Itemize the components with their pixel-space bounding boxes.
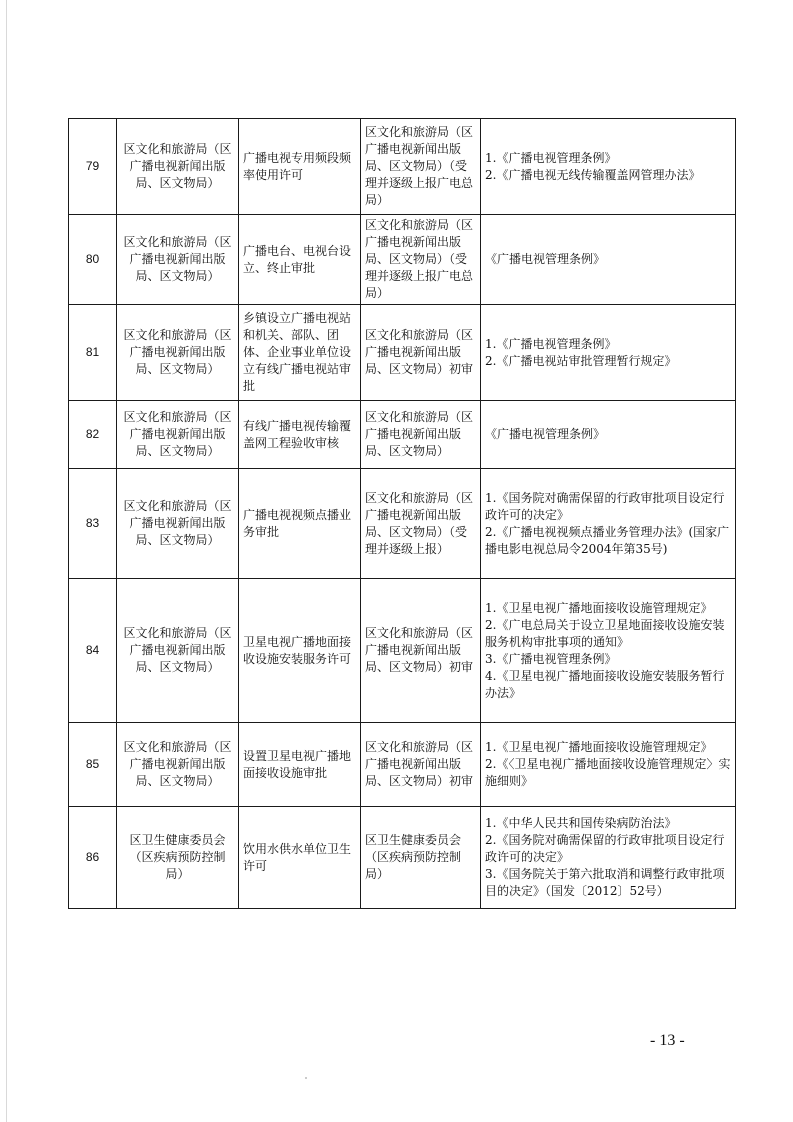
legal-basis-item: 2.《广电总局关于设立卫星地面接收设施安装服务机构审批事项的通知》 — [485, 617, 725, 649]
legal-basis-cell — [481, 807, 736, 909]
scan-edge-line — [6, 0, 7, 1122]
approval-items-table — [68, 118, 736, 909]
implementing-agency-cell: 区文化和旅游局（区广播电视新闻出版局、区文物局）初审 — [361, 723, 481, 807]
approval-item-cell: 广播电台、电视台设立、终止审批 — [239, 215, 361, 305]
implementing-agency-cell: 区文化和旅游局（区广播电视新闻出版局、区文物局） — [361, 401, 481, 469]
row-number: 80 — [69, 215, 117, 305]
department-cell: 区文化和旅游局（区广播电视新闻出版局、区文物局） — [117, 215, 239, 305]
approval-item-cell: 有线广播电视传输覆盖网工程验收审核 — [239, 401, 361, 469]
row-number: 81 — [69, 305, 117, 401]
row-number: 82 — [69, 401, 117, 469]
department-cell: 区文化和旅游局（区广播电视新闻出版局、区文物局） — [117, 469, 239, 579]
legal-basis-item: 2.《国务院对确需保留的行政审批项目设定行政许可的决定》 — [485, 833, 725, 864]
legal-basis-item: 4.《卫星电视广播地面接收设施安装服务暂行办法》 — [485, 668, 725, 700]
legal-basis-item: 1.《中华人民共和国传染病防治法》 — [485, 816, 677, 830]
row-number: 84 — [69, 579, 117, 723]
table-row — [69, 401, 736, 469]
legal-basis-cell — [481, 305, 736, 401]
legal-basis-item: 1.《卫星电视广播地面接收设施管理规定》 — [485, 600, 713, 615]
approval-item-cell: 乡镇设立广播电视站和机关、部队、团体、企业事业单位设立有线广播电视站审批 — [239, 305, 361, 401]
department-cell: 区文化和旅游局（区广播电视新闻出版局、区文物局） — [117, 401, 239, 469]
table-row — [69, 723, 736, 807]
page-number: - 13 - — [650, 1032, 685, 1049]
legal-basis-item: 2.《〈卫星电视广播地面接收设施管理规定〉实施细则》 — [485, 757, 731, 788]
implementing-agency-cell: 区文化和旅游局（区广播电视新闻出版局、区文物局）（受理并逐级上报广电总局） — [361, 215, 481, 305]
implementing-agency-cell: 区文化和旅游局（区广播电视新闻出版局、区文物局）（受理并逐级上报广电总局） — [361, 119, 481, 215]
row-number: 85 — [69, 723, 117, 807]
row-number: 83 — [69, 469, 117, 579]
approval-item-cell: 卫星电视广播地面接收设施安装服务许可 — [239, 579, 361, 723]
legal-basis-item: 2.《广播电视无线传输覆盖网管理办法》 — [485, 167, 701, 182]
legal-basis-cell — [481, 215, 736, 305]
legal-basis-item: 《广播电视管理条例》 — [485, 252, 606, 266]
implementing-agency-cell: 区文化和旅游局（区广播电视新闻出版局、区文物局）初审 — [361, 579, 481, 723]
table-row — [69, 807, 736, 909]
legal-basis-item: 1.《广播电视管理条例》 — [485, 336, 617, 351]
department-cell: 区文化和旅游局（区广播电视新闻出版局、区文物局） — [117, 723, 239, 807]
legal-basis-item: 1.《国务院对确需保留的行政审批项目设定行政许可的决定》 — [485, 490, 725, 522]
legal-basis-item: 1.《卫星电视广播地面接收设施管理规定》 — [485, 740, 713, 754]
legal-basis-item: 2.《广播电视视频点播业务管理办法》(国家广播电影电视总局令2004年第35号) — [485, 524, 730, 556]
implementing-agency-cell: 区文化和旅游局（区广播电视新闻出版局、区文物局）初审 — [361, 305, 481, 401]
legal-basis-item: 1.《广播电视管理条例》 — [485, 150, 617, 165]
table-row — [69, 215, 736, 305]
row-number: 86 — [69, 807, 117, 909]
row-number: 79 — [69, 119, 117, 215]
department-cell: 区文化和旅游局（区广播电视新闻出版局、区文物局） — [117, 305, 239, 401]
legal-basis-cell — [481, 401, 736, 469]
approval-item-cell: 广播电视视频点播业务审批 — [239, 469, 361, 579]
department-cell: 区卫生健康委员会（区疾病预防控制局） — [117, 807, 239, 909]
implementing-agency-cell: 区卫生健康委员会（区疾病预防控制局） — [361, 807, 481, 909]
department-cell: 区文化和旅游局（区广播电视新闻出版局、区文物局） — [117, 579, 239, 723]
legal-basis-cell — [481, 119, 736, 215]
table-row — [69, 305, 736, 401]
implementing-agency-cell: 区文化和旅游局（区广播电视新闻出版局、区文物局）（受理并逐级上报） — [361, 469, 481, 579]
approval-item-cell: 广播电视专用频段频率使用许可 — [239, 119, 361, 215]
table-row — [69, 579, 736, 723]
approval-item-cell: 设置卫星电视广播地面接收设施审批 — [239, 723, 361, 807]
legal-basis-cell — [481, 469, 736, 579]
table-row — [69, 469, 736, 579]
legal-basis-item: 3.《国务院关于第六批取消和调整行政审批项目的决定》（国发〔2012〕52号） — [485, 867, 725, 898]
legal-basis-item: 3.《广播电视管理条例》 — [485, 651, 617, 666]
legal-basis-item: 《广播电视管理条例》 — [485, 427, 606, 441]
legal-basis-item: 2.《广播电视站审批管理暂行规定》 — [485, 353, 677, 368]
approval-item-cell: 饮用水供水单位卫生许可 — [239, 807, 361, 909]
legal-basis-cell — [481, 723, 736, 807]
department-cell: 区文化和旅游局（区广播电视新闻出版局、区文物局） — [117, 119, 239, 215]
legal-basis-cell — [481, 579, 736, 723]
table-row — [69, 119, 736, 215]
scan-dot — [305, 1077, 307, 1079]
